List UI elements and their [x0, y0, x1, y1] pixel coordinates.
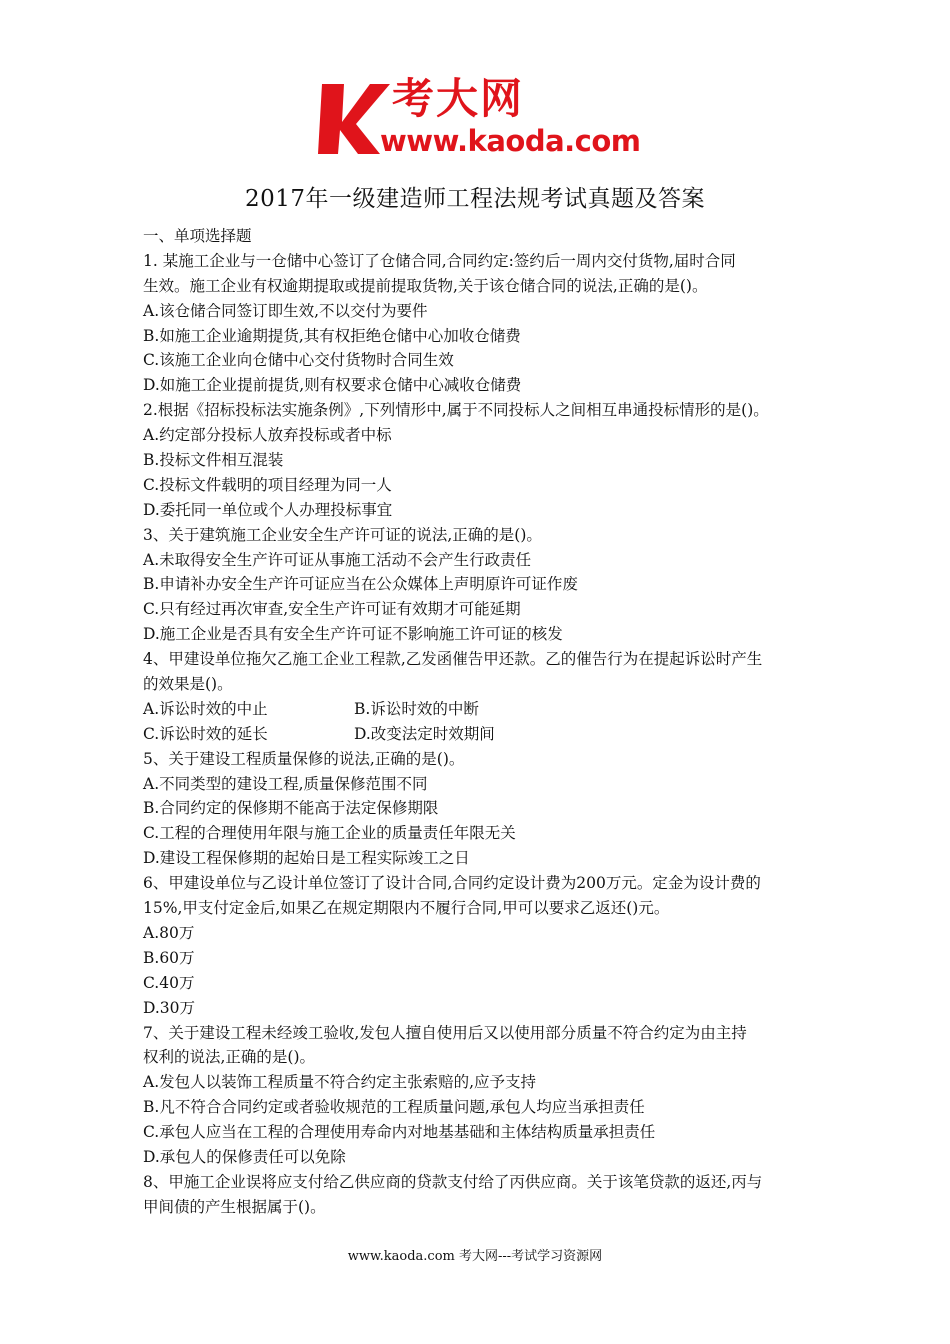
- answer-option: B.诉讼时效的中断: [354, 699, 479, 718]
- text-line: D.施工企业是否具有安全生产许可证不影响施工许可证的核发: [143, 625, 563, 644]
- answer-option: D.改变法定时效期间: [354, 724, 495, 743]
- text-line: B.申请补办安全生产许可证应当在公众媒体上声明原许可证作废: [143, 575, 578, 594]
- text-line: A.未取得安全生产许可证从事施工活动不会产生行政责任: [143, 550, 532, 569]
- text-line: C.该施工企业向仓储中心交付货物时合同生效: [143, 351, 454, 370]
- text-line: C.承包人应当在工程的合理使用寿命内对地基基础和主体结构质量承担责任: [143, 1123, 656, 1142]
- text-line: B.如施工企业逾期提货,其有权拒绝仓储中心加收仓储费: [143, 326, 521, 345]
- text-line: B.投标文件相互混装: [143, 451, 284, 470]
- text-line: 5、关于建设工程质量保修的说法,正确的是()。: [143, 749, 465, 768]
- text-line: 2.根据《招标投标法实施条例》,下列情形中,属于不同投标人之间相互串通投标情形的是()。: [143, 401, 769, 420]
- text-line: 7、关于建设工程未经竣工验收,发包人擅自使用后又以使用部分质量不符合约定为由主持: [143, 1023, 747, 1042]
- text-line: 8、甲施工企业误将应支付给乙供应商的贷款支付给了丙供应商。关于该笔贷款的返还,丙与: [143, 1172, 763, 1191]
- text-line: 生效。施工企业有权逾期提取或提前提取货物,关于该仓储合同的说法,正确的是()。: [143, 276, 708, 295]
- logo-url: www.kaoda.com: [380, 124, 641, 158]
- logo-brand-name: 考大网: [392, 74, 525, 123]
- text-line: B.60万: [143, 948, 195, 967]
- text-line: B.合同约定的保修期不能高于法定保修期限: [143, 799, 439, 818]
- text-line: 一、单项选择题: [143, 227, 252, 245]
- kaoda-logo: [318, 74, 648, 160]
- text-line: 权利的说法,正确的是()。: [143, 1048, 316, 1067]
- text-line: A.约定部分投标人放弃投标或者中标: [143, 426, 392, 445]
- text-line: A.该仓储合同签订即生效,不以交付为要件: [143, 301, 428, 320]
- text-line: 1. 某施工企业与一仓储中心签订了仓储合同,合同约定:签约后一周内交付货物,届时合同: [143, 251, 736, 270]
- text-line: C.投标文件载明的项目经理为同一人: [143, 475, 392, 494]
- text-line: D.承包人的保修责任可以免除: [143, 1147, 346, 1166]
- text-line: A.不同类型的建设工程,质量保修范围不同: [143, 774, 428, 793]
- text-line: 15%,甲支付定金后,如果乙在规定期限内不履行合同,甲可以要求乙返还()元。: [143, 899, 670, 918]
- answer-option: A.诉讼时效的中止: [143, 699, 268, 718]
- text-line: D.如施工企业提前提货,则有权要求仓储中心减收仓储费: [143, 376, 522, 395]
- text-line: A.发包人以装饰工程质量不符合约定主张索赔的,应予支持: [143, 1073, 537, 1092]
- option-row: [143, 697, 823, 722]
- document-title: 2017年一级建造师工程法规考试真题及答案: [244, 186, 706, 212]
- page-footer: www.kaoda.com 考大网---考试学习资源网: [347, 1249, 603, 1264]
- text-line: 甲间债的产生根据属于()。: [143, 1197, 326, 1216]
- text-line: 6、甲建设单位与乙设计单位签订了设计合同,合同约定设计费为200万元。定金为设计费的: [143, 874, 761, 893]
- text-line: C.工程的合理使用年限与施工企业的质量责任年限无关: [143, 824, 516, 843]
- text-line: A.80万: [143, 923, 195, 942]
- text-line: 的效果是()。: [143, 675, 233, 694]
- text-line: B.凡不符合合同约定或者验收规范的工程质量问题,承包人均应当承担责任: [143, 1098, 645, 1117]
- text-line: 3、关于建筑施工企业安全生产许可证的说法,正确的是()。: [143, 525, 542, 544]
- exam-content: [143, 224, 823, 1220]
- text-line: C.只有经过再次审查,安全生产许可证有效期才可能延期: [143, 600, 521, 619]
- text-line: D.建设工程保修期的起始日是工程实际竣工之日: [143, 849, 470, 868]
- option-row: [143, 722, 823, 747]
- text-line: D.委托同一单位或个人办理投标事宜: [143, 500, 393, 519]
- answer-option: C.诉讼时效的延长: [143, 724, 268, 743]
- text-line: D.30万: [143, 998, 196, 1017]
- text-line: C.40万: [143, 973, 195, 992]
- text-line: 4、甲建设单位拖欠乙施工企业工程款,乙发函催告甲还款。乙的催告行为在提起诉讼时产生: [143, 650, 763, 669]
